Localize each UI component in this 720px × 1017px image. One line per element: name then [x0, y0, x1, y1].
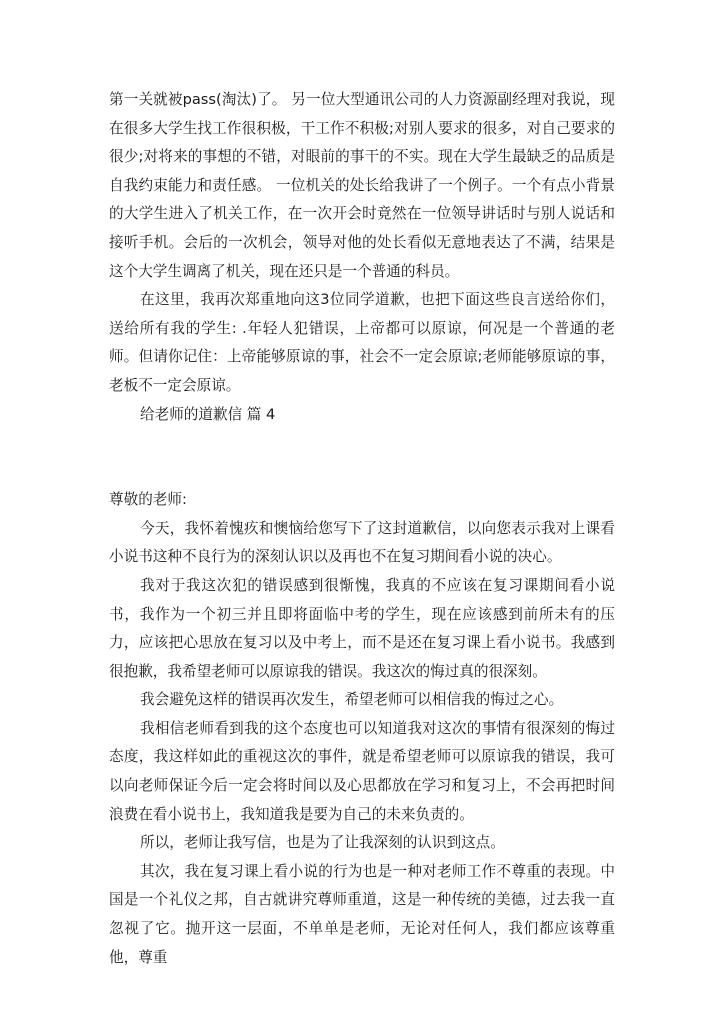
section-heading: 给老师的道歉信 篇 4: [140, 405, 276, 423]
paragraph-promise: 我会避免这样的错误再次发生，希望老师可以相信我的悔过之心。: [140, 691, 564, 709]
paragraph-apology-students: 在这里，我再次郑重地向这3位同学道歉，也把下面这些良言送给你们，送给所有我的学生: .年轻人犯错误，上帝都可以原谅，何况是一个普通的老师。但请你记住：上帝能够原谅的事，社会不一定会原谅;老师能够原谅的事，老板不一定会原谅。: [109, 291, 615, 394]
salutation: 尊敬的老师:: [109, 491, 187, 509]
paragraph-respect: 其次，我在复习课上看小说的行为也是一种对老师工作不尊重的表现。中国是一个礼仪之邦，自古就讲究尊师重道，这是一种传统的美德，过去我一直忽视了它。抛开这一层面，不单单是老师，无论对任何人，我们都应该尊重他，尊重: [109, 862, 615, 966]
blank-line: [109, 429, 615, 486]
document-page: [109, 86, 615, 972]
paragraph-intro: 今天，我怀着愧疚和懊恼给您写下了这封道歉信，以向您表示我对上课看小说书这种不良行为的深刻认识以及再也不在复习期间看小说的决心。: [109, 519, 615, 566]
paragraph-attitude: 我相信老师看到我的这个态度也可以知道我对这次的事情有很深刻的悔过态度，我这样如此的重视这次的事件，就是希望老师可以原谅我的错误，我可以向老师保证今后一定会将时间以及心思都放在学习和复习上，不会再把时间浪费在看小说书上，我知道我是要为自己的未来负责的。: [109, 719, 615, 823]
paragraph-continuation: 第一关就被pass(淘汰)了。 另一位大型通讯公司的人力资源副经理对我说，现在很多大学生找工作很积极，干工作不积极;对别人要求的很多，对自己要求的很少;对将来的事想的不错，对眼前的事干的不实。现在大学生最缺乏的品质是自我约束能力和责任感。 一位机关的处长给我讲了一个例子。一个有点小背景的大学生进入了机关工作，在一次开会时竟然在一位领导讲话时与别人说话和接听手机。会后的一次机会，领导对他的处长看似无意地表达了不满，结果是这个大学生调离了机关，现在还只是一个普通的科员。: [109, 91, 615, 280]
paragraph-regret: 我对于我这次犯的错误感到很惭愧，我真的不应该在复习课期间看小说书，我作为一个初三并且即将面临中考的学生，现在应该感到前所未有的压力，应该把心思放在复习以及中考上，而不是还在复习课上看小说书。我感到很抱歉，我希望老师可以原谅我的错误。我这次的悔过真的很深刻。: [109, 576, 615, 680]
paragraph-reason: 所以，老师让我写信，也是为了让我深刻的认识到这点。: [140, 834, 505, 852]
